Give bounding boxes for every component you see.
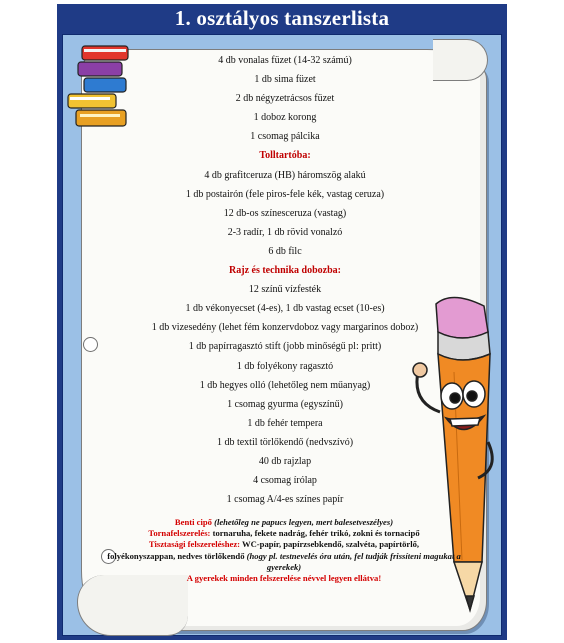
list-item: 2-3 radír, 1 db rövid vonalzó: [227, 226, 343, 238]
section-heading: Rajz és technika dobozba:: [229, 265, 341, 277]
tisztasag-text: WC-papír, papírzsebkendő, szalvéta, papírtörlő,: [240, 539, 420, 550]
tisztasag-label: Tisztasági felszereléshez:: [148, 539, 241, 550]
notes-tisztasag-cont: [104, 551, 464, 573]
list-item: 1 doboz korong: [253, 112, 317, 124]
list-item: 12 db-os színesceruza (vastag): [223, 207, 347, 219]
list-item: 1 db papírragasztó stift (jobb minőségű pl: pritt): [188, 341, 382, 353]
notes-final: A gyerekek minden felszerelése névvel legyen ellátva!: [186, 573, 382, 584]
list-item: 2 db négyzetrácsos füzet: [235, 93, 335, 105]
list-item: 1 csomag A/4-es színes papír: [226, 494, 344, 506]
list-item: 40 db rajzlap: [258, 455, 312, 467]
list-item: 1 db fehér tempera: [247, 417, 323, 429]
list-item: 1 csomag pálcika: [250, 131, 320, 143]
notes-benti: [104, 517, 464, 528]
list-item: 1 db textil törlőkendő (nedvszívó): [216, 436, 354, 448]
supply-list: [120, 51, 450, 509]
punch-hole: [83, 337, 98, 352]
list-item: 6 db filc: [268, 245, 302, 257]
benti-text: (lehetőleg ne papucs legyen, mert balesetveszélyes): [211, 517, 394, 527]
list-item: 4 csomag írólap: [253, 475, 317, 487]
list-item: 1 db postairón (fele piros-fele kék, vastag ceruza): [185, 188, 385, 200]
list-item: 1 csomag gyurma (egyszínű): [227, 398, 343, 410]
notes-block: [104, 517, 464, 584]
list-item: 1 db sima füzet: [254, 74, 316, 86]
list-item: 4 db vonalas füzet (14-32 számú): [218, 55, 352, 66]
list-item: 1 db vizesedény (lehet fém konzervdoboz vagy margarinos doboz): [151, 322, 419, 334]
notes-torna: [104, 528, 464, 539]
torna-text: tornaruha, fekete nadrág, fehér trikó, zokni és tornacipő: [210, 528, 420, 539]
benti-label: Benti cipő: [174, 517, 212, 527]
list-item: 1 db vékonyecset (4-es), 1 db vastag ecset (10-es): [185, 303, 385, 315]
torna-label: Tornafelszerelés:: [148, 528, 211, 539]
list-item: 1 db hegyes olló (lehetőleg nem műanyag): [199, 379, 371, 391]
tisztasag-text2: folyékonyszappan, nedves törlőkendő: [107, 550, 247, 561]
list-item: 4 db grafitceruza (HB) háromszög alakú: [204, 169, 366, 181]
list-item: 1 db folyékony ragasztó: [236, 360, 334, 372]
notes-tisztasag: [104, 539, 464, 550]
list-item: 12 színű vízfesték: [248, 284, 322, 296]
page-title: 1. osztályos tanszerlista: [174, 6, 390, 30]
tisztasag-italic: (hogy pl. testnevelés óra után, fel tudják frissíteni magukat a gyerekek): [246, 550, 461, 572]
section-heading: Tolltartóba:: [259, 150, 311, 162]
